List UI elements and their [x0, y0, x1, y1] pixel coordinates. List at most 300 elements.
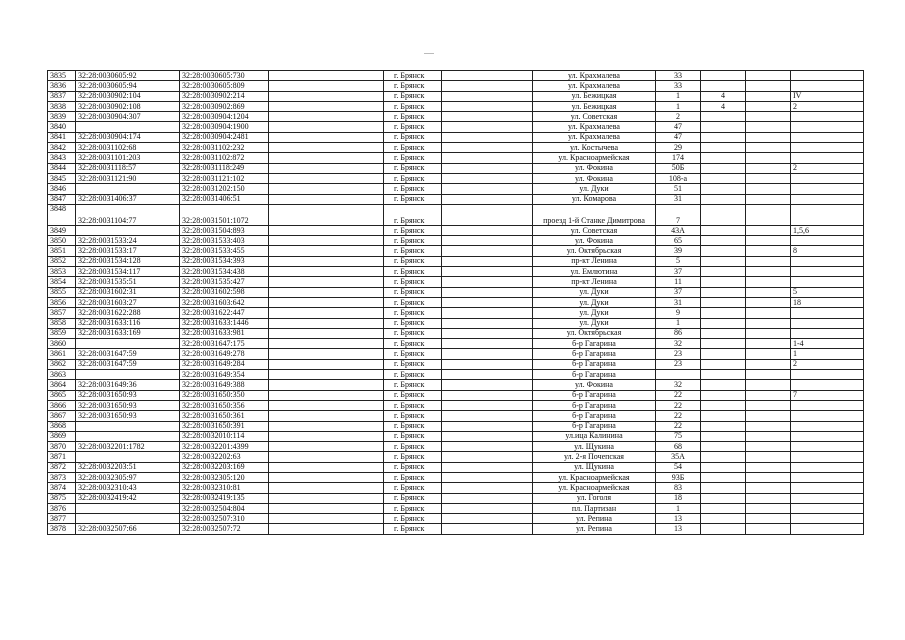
blank-col-c-cell: [746, 442, 791, 452]
land-cadastral-number-cell: 32:28:0032419:42: [76, 493, 180, 503]
blank-col-b-cell: [442, 339, 533, 349]
land-cadastral-number-cell: 32:28:0031647:59: [76, 359, 180, 369]
table-row: [48, 112, 864, 122]
blank-col-c-cell: [746, 194, 791, 204]
building-number-cell: [701, 256, 746, 266]
blank-col-b-cell: [442, 349, 533, 359]
table-row: [48, 472, 864, 482]
blank-col-a-cell: [269, 462, 384, 472]
blank-col-b-cell: [442, 421, 533, 431]
row-number-cell: 3855: [48, 287, 76, 297]
building-number-cell: [701, 143, 746, 153]
row-number-cell: 3835: [48, 71, 76, 81]
building-number-cell: [701, 287, 746, 297]
blank-col-a-cell: [269, 112, 384, 122]
building-cadastral-number-cell: 32:28:0030902:214: [180, 91, 269, 101]
street-cell: ул. Бежицкая: [533, 101, 656, 111]
building-number-cell: [701, 431, 746, 441]
blank-col-b-cell: [442, 184, 533, 194]
row-number-cell: 3847: [48, 194, 76, 204]
building-number-cell: [701, 204, 746, 225]
building-number-cell: [701, 524, 746, 534]
blank-col-b-cell: [442, 256, 533, 266]
street-cell: пр-кт Ленина: [533, 277, 656, 287]
row-number-cell: 3867: [48, 411, 76, 421]
apartment-number-cell: [791, 328, 864, 338]
building-number-cell: [701, 153, 746, 163]
row-number-cell: 3860: [48, 339, 76, 349]
blank-col-a-cell: [269, 91, 384, 101]
building-number-cell: [701, 132, 746, 142]
blank-col-b-cell: [442, 101, 533, 111]
table-row: [48, 132, 864, 142]
blank-col-c-cell: [746, 400, 791, 410]
blank-col-a-cell: [269, 431, 384, 441]
table-row: [48, 173, 864, 183]
house-number-cell: 93Б: [656, 472, 701, 482]
blank-col-c-cell: [746, 421, 791, 431]
building-number-cell: [701, 359, 746, 369]
street-cell: ул. Фокина: [533, 380, 656, 390]
apartment-number-cell: [791, 122, 864, 132]
blank-col-a-cell: [269, 267, 384, 277]
land-cadastral-number-cell: 32:28:0030902:104: [76, 91, 180, 101]
city-cell: г. Брянск: [384, 514, 442, 524]
house-number-cell: 51: [656, 184, 701, 194]
house-number-cell: 22: [656, 390, 701, 400]
city-cell: г. Брянск: [384, 101, 442, 111]
city-cell: г. Брянск: [384, 297, 442, 307]
house-number-cell: 31: [656, 297, 701, 307]
table-row: [48, 194, 864, 204]
blank-col-b-cell: [442, 297, 533, 307]
table-row: [48, 503, 864, 513]
blank-col-b-cell: [442, 225, 533, 235]
city-cell: г. Брянск: [384, 204, 442, 225]
building-number-cell: [701, 236, 746, 246]
blank-col-c-cell: [746, 308, 791, 318]
row-number-cell: 3846: [48, 184, 76, 194]
land-cadastral-number-cell: 32:28:0030605:94: [76, 81, 180, 91]
land-cadastral-number-cell: 32:28:0031533:24: [76, 236, 180, 246]
building-cadastral-number-cell: 32:28:0031501:1072: [180, 204, 269, 225]
house-number-cell: 29: [656, 143, 701, 153]
blank-col-b-cell: [442, 318, 533, 328]
building-number-cell: [701, 308, 746, 318]
city-cell: г. Брянск: [384, 163, 442, 173]
row-number-cell: 3857: [48, 308, 76, 318]
building-cadastral-number-cell: 32:28:0030904:1204: [180, 112, 269, 122]
land-cadastral-number-cell: 32:28:0030904:307: [76, 112, 180, 122]
land-cadastral-number-cell: 32:28:0031633:169: [76, 328, 180, 338]
blank-col-c-cell: [746, 287, 791, 297]
building-cadastral-number-cell: 32:28:0032305:120: [180, 472, 269, 482]
blank-col-b-cell: [442, 287, 533, 297]
building-cadastral-number-cell: 32:28:0031504:893: [180, 225, 269, 235]
row-number-cell: 3836: [48, 81, 76, 91]
blank-col-a-cell: [269, 297, 384, 307]
land-cadastral-number-cell: 32:28:0031649:36: [76, 380, 180, 390]
row-number-cell: 3843: [48, 153, 76, 163]
blank-col-c-cell: [746, 204, 791, 225]
apartment-number-cell: [791, 380, 864, 390]
apartment-number-cell: [791, 132, 864, 142]
apartment-number-cell: 2: [791, 359, 864, 369]
apartment-number-cell: [791, 184, 864, 194]
land-cadastral-number-cell: 32:28:0031534:117: [76, 267, 180, 277]
blank-col-a-cell: [269, 442, 384, 452]
apartment-number-cell: 2: [791, 163, 864, 173]
blank-col-b-cell: [442, 81, 533, 91]
building-cadastral-number-cell: 32:28:0031649:284: [180, 359, 269, 369]
land-cadastral-number-cell: 32:28:0032201:1782: [76, 442, 180, 452]
city-cell: г. Брянск: [384, 132, 442, 142]
blank-col-c-cell: [746, 503, 791, 513]
apartment-number-cell: [791, 71, 864, 81]
house-number-cell: 23: [656, 349, 701, 359]
land-cadastral-number-cell: 32:28:0031121:90: [76, 173, 180, 183]
blank-col-a-cell: [269, 236, 384, 246]
blank-col-a-cell: [269, 328, 384, 338]
building-cadastral-number-cell: 32:28:0031633:1446: [180, 318, 269, 328]
house-number-cell: 43А: [656, 225, 701, 235]
building-cadastral-number-cell: 32:28:0030605:809: [180, 81, 269, 91]
blank-col-c-cell: [746, 173, 791, 183]
blank-col-c-cell: [746, 122, 791, 132]
city-cell: г. Брянск: [384, 225, 442, 235]
table-row: [48, 143, 864, 153]
building-cadastral-number-cell: 32:28:0031603:642: [180, 297, 269, 307]
row-number-cell: 3854: [48, 277, 76, 287]
table-row: [48, 442, 864, 452]
blank-col-a-cell: [269, 411, 384, 421]
row-number-cell: 3878: [48, 524, 76, 534]
blank-col-c-cell: [746, 246, 791, 256]
blank-col-c-cell: [746, 297, 791, 307]
land-cadastral-number-cell: 32:28:0031104:77: [76, 204, 180, 225]
street-cell: ул. Фокина: [533, 173, 656, 183]
city-cell: г. Брянск: [384, 267, 442, 277]
city-cell: г. Брянск: [384, 359, 442, 369]
building-number-cell: [701, 328, 746, 338]
apartment-number-cell: [791, 503, 864, 513]
street-cell: б-р Гагарина: [533, 370, 656, 380]
row-number-cell: 3853: [48, 267, 76, 277]
blank-col-a-cell: [269, 524, 384, 534]
blank-col-c-cell: [746, 462, 791, 472]
row-number-cell: 3870: [48, 442, 76, 452]
building-cadastral-number-cell: 32:28:0030902:869: [180, 101, 269, 111]
apartment-number-cell: [791, 277, 864, 287]
city-cell: г. Брянск: [384, 349, 442, 359]
blank-col-a-cell: [269, 421, 384, 431]
table-row: [48, 153, 864, 163]
street-cell: ул. Советская: [533, 112, 656, 122]
city-cell: г. Брянск: [384, 308, 442, 318]
blank-col-b-cell: [442, 194, 533, 204]
house-number-cell: 83: [656, 483, 701, 493]
apartment-number-cell: [791, 483, 864, 493]
row-number-cell: 3839: [48, 112, 76, 122]
blank-col-c-cell: [746, 380, 791, 390]
blank-col-c-cell: [746, 349, 791, 359]
row-number-cell: 3874: [48, 483, 76, 493]
row-number-cell: 3872: [48, 462, 76, 472]
apartment-number-cell: [791, 411, 864, 421]
apartment-number-cell: [791, 524, 864, 534]
city-cell: г. Брянск: [384, 462, 442, 472]
building-number-cell: [701, 81, 746, 91]
registry-table: [47, 70, 864, 535]
city-cell: г. Брянск: [384, 184, 442, 194]
apartment-number-cell: [791, 194, 864, 204]
city-cell: г. Брянск: [384, 390, 442, 400]
building-cadastral-number-cell: 32:28:0032507:72: [180, 524, 269, 534]
blank-col-a-cell: [269, 277, 384, 287]
row-number-cell: 3837: [48, 91, 76, 101]
blank-col-c-cell: [746, 267, 791, 277]
land-cadastral-number-cell: 32:28:0031650:93: [76, 400, 180, 410]
city-cell: г. Брянск: [384, 411, 442, 421]
table-row: [48, 297, 864, 307]
row-number-cell: 3848: [48, 204, 76, 225]
blank-col-a-cell: [269, 380, 384, 390]
house-number-cell: 31: [656, 194, 701, 204]
apartment-number-cell: [791, 462, 864, 472]
blank-col-a-cell: [269, 256, 384, 266]
blank-col-b-cell: [442, 132, 533, 142]
building-number-cell: [701, 184, 746, 194]
street-cell: ул. Красноармейская: [533, 483, 656, 493]
table-row: [48, 236, 864, 246]
street-cell: ул. Комарова: [533, 194, 656, 204]
apartment-number-cell: [791, 143, 864, 153]
apartment-number-cell: [791, 204, 864, 225]
table-row: [48, 339, 864, 349]
apartment-number-cell: [791, 81, 864, 91]
table-row: [48, 431, 864, 441]
blank-col-a-cell: [269, 71, 384, 81]
blank-col-c-cell: [746, 81, 791, 91]
building-number-cell: [701, 462, 746, 472]
building-number-cell: [701, 421, 746, 431]
land-cadastral-number-cell: 32:28:0031602:31: [76, 287, 180, 297]
building-cadastral-number-cell: 32:28:0031406:51: [180, 194, 269, 204]
blank-col-a-cell: [269, 493, 384, 503]
table-row: [48, 101, 864, 111]
table-row: [48, 246, 864, 256]
land-cadastral-number-cell: 32:28:0031118:57: [76, 163, 180, 173]
blank-col-b-cell: [442, 411, 533, 421]
street-cell: ул. Советская: [533, 225, 656, 235]
blank-col-a-cell: [269, 225, 384, 235]
land-cadastral-number-cell: 32:28:0031534:128: [76, 256, 180, 266]
row-number-cell: 3850: [48, 236, 76, 246]
building-number-cell: [701, 514, 746, 524]
building-cadastral-number-cell: 32:28:0032310:81: [180, 483, 269, 493]
street-cell: ул. Дуки: [533, 297, 656, 307]
city-cell: г. Брянск: [384, 277, 442, 287]
blank-col-c-cell: [746, 184, 791, 194]
row-number-cell: 3838: [48, 101, 76, 111]
house-number-cell: 65: [656, 236, 701, 246]
table-row: [48, 421, 864, 431]
blank-col-b-cell: [442, 370, 533, 380]
table-row: [48, 524, 864, 534]
building-number-cell: [701, 122, 746, 132]
building-number-cell: [701, 503, 746, 513]
street-cell: б-р Гагарина: [533, 411, 656, 421]
blank-col-b-cell: [442, 524, 533, 534]
building-cadastral-number-cell: 32:28:0031102:872: [180, 153, 269, 163]
building-cadastral-number-cell: 32:28:0031650:350: [180, 390, 269, 400]
house-number-cell: [656, 370, 701, 380]
building-number-cell: [701, 452, 746, 462]
city-cell: г. Брянск: [384, 370, 442, 380]
building-cadastral-number-cell: 32:28:0031535:427: [180, 277, 269, 287]
blank-col-b-cell: [442, 91, 533, 101]
house-number-cell: 1: [656, 503, 701, 513]
building-cadastral-number-cell: 32:28:0031533:455: [180, 246, 269, 256]
table-row: [48, 308, 864, 318]
blank-col-a-cell: [269, 194, 384, 204]
apartment-number-cell: 1-4: [791, 339, 864, 349]
apartment-number-cell: 1: [791, 349, 864, 359]
table-row: [48, 400, 864, 410]
row-number-cell: 3873: [48, 472, 76, 482]
building-cadastral-number-cell: 32:28:0031650:361: [180, 411, 269, 421]
apartment-number-cell: [791, 318, 864, 328]
blank-col-b-cell: [442, 153, 533, 163]
house-number-cell: 1: [656, 101, 701, 111]
building-cadastral-number-cell: 32:28:0031650:391: [180, 421, 269, 431]
city-cell: г. Брянск: [384, 339, 442, 349]
blank-col-a-cell: [269, 483, 384, 493]
house-number-cell: 75: [656, 431, 701, 441]
table-row: [48, 71, 864, 81]
building-cadastral-number-cell: 32:28:0031650:356: [180, 400, 269, 410]
street-cell: ул. Дуки: [533, 308, 656, 318]
street-cell: проезд 1-й Станке Димитрова: [533, 204, 656, 225]
row-number-cell: 3849: [48, 225, 76, 235]
street-cell: б-р Гагарина: [533, 359, 656, 369]
blank-col-b-cell: [442, 267, 533, 277]
table-row: [48, 462, 864, 472]
city-cell: г. Брянск: [384, 472, 442, 482]
apartment-number-cell: 8: [791, 246, 864, 256]
building-cadastral-number-cell: 32:28:0031102:232: [180, 143, 269, 153]
building-cadastral-number-cell: 32:28:0031647:175: [180, 339, 269, 349]
table-row: [48, 81, 864, 91]
row-number-cell: 3877: [48, 514, 76, 524]
blank-col-a-cell: [269, 173, 384, 183]
house-number-cell: 47: [656, 132, 701, 142]
blank-col-b-cell: [442, 143, 533, 153]
blank-col-c-cell: [746, 524, 791, 534]
table-row: [48, 328, 864, 338]
building-number-cell: [701, 173, 746, 183]
row-number-cell: 3840: [48, 122, 76, 132]
apartment-number-cell: [791, 370, 864, 380]
house-number-cell: 37: [656, 267, 701, 277]
street-cell: ул. 2-я Почепская: [533, 452, 656, 462]
building-number-cell: [701, 349, 746, 359]
apartment-number-cell: [791, 493, 864, 503]
house-number-cell: 13: [656, 524, 701, 534]
city-cell: г. Брянск: [384, 143, 442, 153]
land-cadastral-number-cell: [76, 122, 180, 132]
city-cell: г. Брянск: [384, 431, 442, 441]
apartment-number-cell: 7: [791, 390, 864, 400]
blank-col-b-cell: [442, 390, 533, 400]
blank-col-c-cell: [746, 153, 791, 163]
blank-col-b-cell: [442, 236, 533, 246]
building-number-cell: [701, 277, 746, 287]
blank-col-a-cell: [269, 514, 384, 524]
blank-col-a-cell: [269, 472, 384, 482]
blank-col-b-cell: [442, 442, 533, 452]
blank-col-c-cell: [746, 328, 791, 338]
street-cell: ул. Крахмалева: [533, 122, 656, 132]
street-cell: ул. Фокина: [533, 163, 656, 173]
building-cadastral-number-cell: 32:28:0032419:135: [180, 493, 269, 503]
street-cell: ул. Репина: [533, 524, 656, 534]
blank-col-a-cell: [269, 400, 384, 410]
city-cell: г. Брянск: [384, 236, 442, 246]
land-cadastral-number-cell: 32:28:0031533:17: [76, 246, 180, 256]
row-number-cell: 3862: [48, 359, 76, 369]
blank-col-a-cell: [269, 246, 384, 256]
building-cadastral-number-cell: 32:28:0030605:730: [180, 71, 269, 81]
blank-col-c-cell: [746, 411, 791, 421]
blank-col-a-cell: [269, 122, 384, 132]
land-cadastral-number-cell: 32:28:0031647:59: [76, 349, 180, 359]
table-row: [48, 411, 864, 421]
table-row: [48, 349, 864, 359]
row-number-cell: 3871: [48, 452, 76, 462]
blank-col-c-cell: [746, 431, 791, 441]
table-row: [48, 390, 864, 400]
apartment-number-cell: [791, 236, 864, 246]
table-row: [48, 122, 864, 132]
building-number-cell: [701, 267, 746, 277]
blank-col-a-cell: [269, 101, 384, 111]
house-number-cell: 33: [656, 81, 701, 91]
land-cadastral-number-cell: [76, 421, 180, 431]
table-row: [48, 184, 864, 194]
building-number-cell: [701, 483, 746, 493]
apartment-number-cell: 2: [791, 101, 864, 111]
building-number-cell: [701, 370, 746, 380]
blank-col-b-cell: [442, 71, 533, 81]
land-cadastral-number-cell: 32:28:0031650:93: [76, 390, 180, 400]
table-row: [48, 493, 864, 503]
scan-mark: [424, 53, 434, 54]
blank-col-b-cell: [442, 431, 533, 441]
blank-col-a-cell: [269, 184, 384, 194]
apartment-number-cell: [791, 308, 864, 318]
blank-col-c-cell: [746, 472, 791, 482]
blank-col-a-cell: [269, 81, 384, 91]
row-number-cell: 3851: [48, 246, 76, 256]
land-cadastral-number-cell: [76, 452, 180, 462]
house-number-cell: 54: [656, 462, 701, 472]
city-cell: г. Брянск: [384, 91, 442, 101]
blank-col-a-cell: [269, 153, 384, 163]
city-cell: г. Брянск: [384, 400, 442, 410]
building-number-cell: [701, 163, 746, 173]
house-number-cell: 9: [656, 308, 701, 318]
